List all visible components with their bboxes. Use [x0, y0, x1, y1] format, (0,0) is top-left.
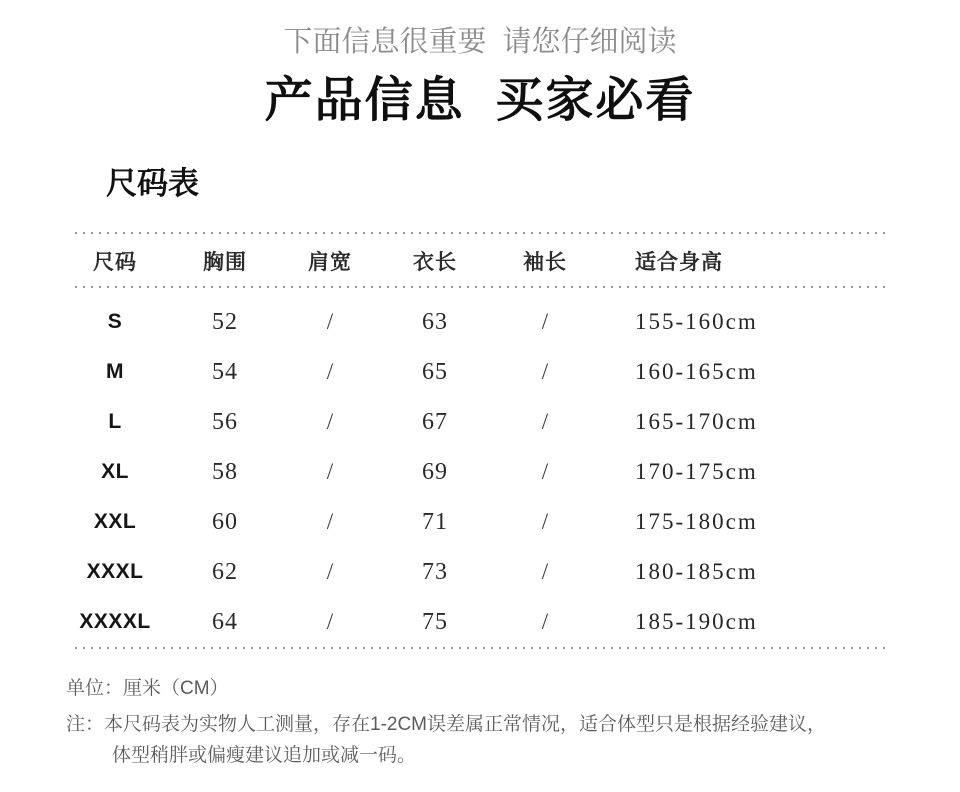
header-size: 尺码 — [93, 250, 137, 274]
cell-sleeve: / — [541, 459, 549, 484]
cell-length: 65 — [422, 358, 448, 385]
size-chart-heading: 尺码表 — [106, 166, 199, 201]
header-sleeve: 袖长 — [523, 250, 567, 274]
cell-height-range: 180-185cm — [635, 559, 758, 584]
cell-size: S — [107, 310, 123, 333]
table-row — [75, 297, 885, 347]
cell-shoulder: / — [326, 359, 334, 384]
measurement-note — [66, 714, 936, 767]
cell-length: 75 — [422, 608, 448, 635]
cell-bust: 62 — [212, 558, 238, 585]
cell-bust: 64 — [212, 608, 238, 635]
cell-shoulder: / — [326, 309, 334, 334]
header-shoulder: 肩宽 — [308, 250, 352, 274]
cell-length: 67 — [422, 408, 448, 435]
note-line-2: 体型稍胖或偏瘦建议追加或减一码。 — [112, 745, 417, 766]
cell-length: 69 — [422, 458, 448, 485]
dotted-divider-bottom — [75, 647, 885, 650]
cell-size: M — [106, 360, 124, 383]
cell-height-range: 155-160cm — [635, 309, 758, 334]
cell-bust: 60 — [212, 508, 238, 535]
cell-bust: 56 — [212, 408, 238, 435]
cell-size: XXL — [93, 510, 137, 533]
cell-length: 73 — [422, 558, 448, 585]
cell-shoulder: / — [326, 609, 334, 634]
cell-sleeve: / — [541, 309, 549, 334]
cell-height-range: 160-165cm — [635, 359, 758, 384]
cell-length: 63 — [422, 308, 448, 335]
page-subtitle: 下面信息很重要 请您仔细阅读 — [283, 26, 677, 58]
table-row — [75, 347, 885, 397]
cell-height-range: 185-190cm — [635, 609, 758, 634]
cell-bust: 54 — [212, 358, 238, 385]
cell-shoulder: / — [326, 409, 334, 434]
table-row — [75, 547, 885, 597]
cell-length: 71 — [422, 508, 448, 535]
cell-height-range: 175-180cm — [635, 509, 758, 534]
cell-sleeve: / — [541, 409, 549, 434]
cell-size: XXXL — [86, 560, 144, 583]
cell-sleeve: / — [541, 509, 549, 534]
cell-bust: 58 — [212, 458, 238, 485]
cell-bust: 52 — [212, 308, 238, 335]
header-height-range: 适合身高 — [635, 250, 723, 274]
cell-shoulder: / — [326, 559, 334, 584]
cell-size: XL — [101, 460, 129, 483]
cell-sleeve: / — [541, 609, 549, 634]
header-length: 衣长 — [413, 250, 457, 274]
table-row — [75, 497, 885, 547]
cell-size: L — [108, 410, 122, 433]
unit-label: 单位：厘米（CM） — [66, 678, 229, 699]
table-row — [75, 397, 885, 447]
cell-height-range: 165-170cm — [635, 409, 758, 434]
table-row — [75, 597, 885, 647]
table-body — [75, 289, 885, 647]
table-row — [75, 447, 885, 497]
cell-shoulder: / — [326, 459, 334, 484]
size-table — [75, 232, 885, 650]
page-title: 产品信息 买家必看 — [264, 74, 696, 127]
table-header-row — [75, 235, 885, 286]
cell-shoulder: / — [326, 509, 334, 534]
cell-height-range: 170-175cm — [635, 459, 758, 484]
cell-size: XXXXL — [79, 610, 151, 633]
header-bust: 胸围 — [203, 250, 247, 274]
note-line-1: 注：本尺码表为实物人工测量，存在1-2CM误差属正常情况，适合体型只是根据经验建议， — [66, 714, 827, 735]
cell-sleeve: / — [541, 359, 549, 384]
cell-sleeve: / — [541, 559, 549, 584]
